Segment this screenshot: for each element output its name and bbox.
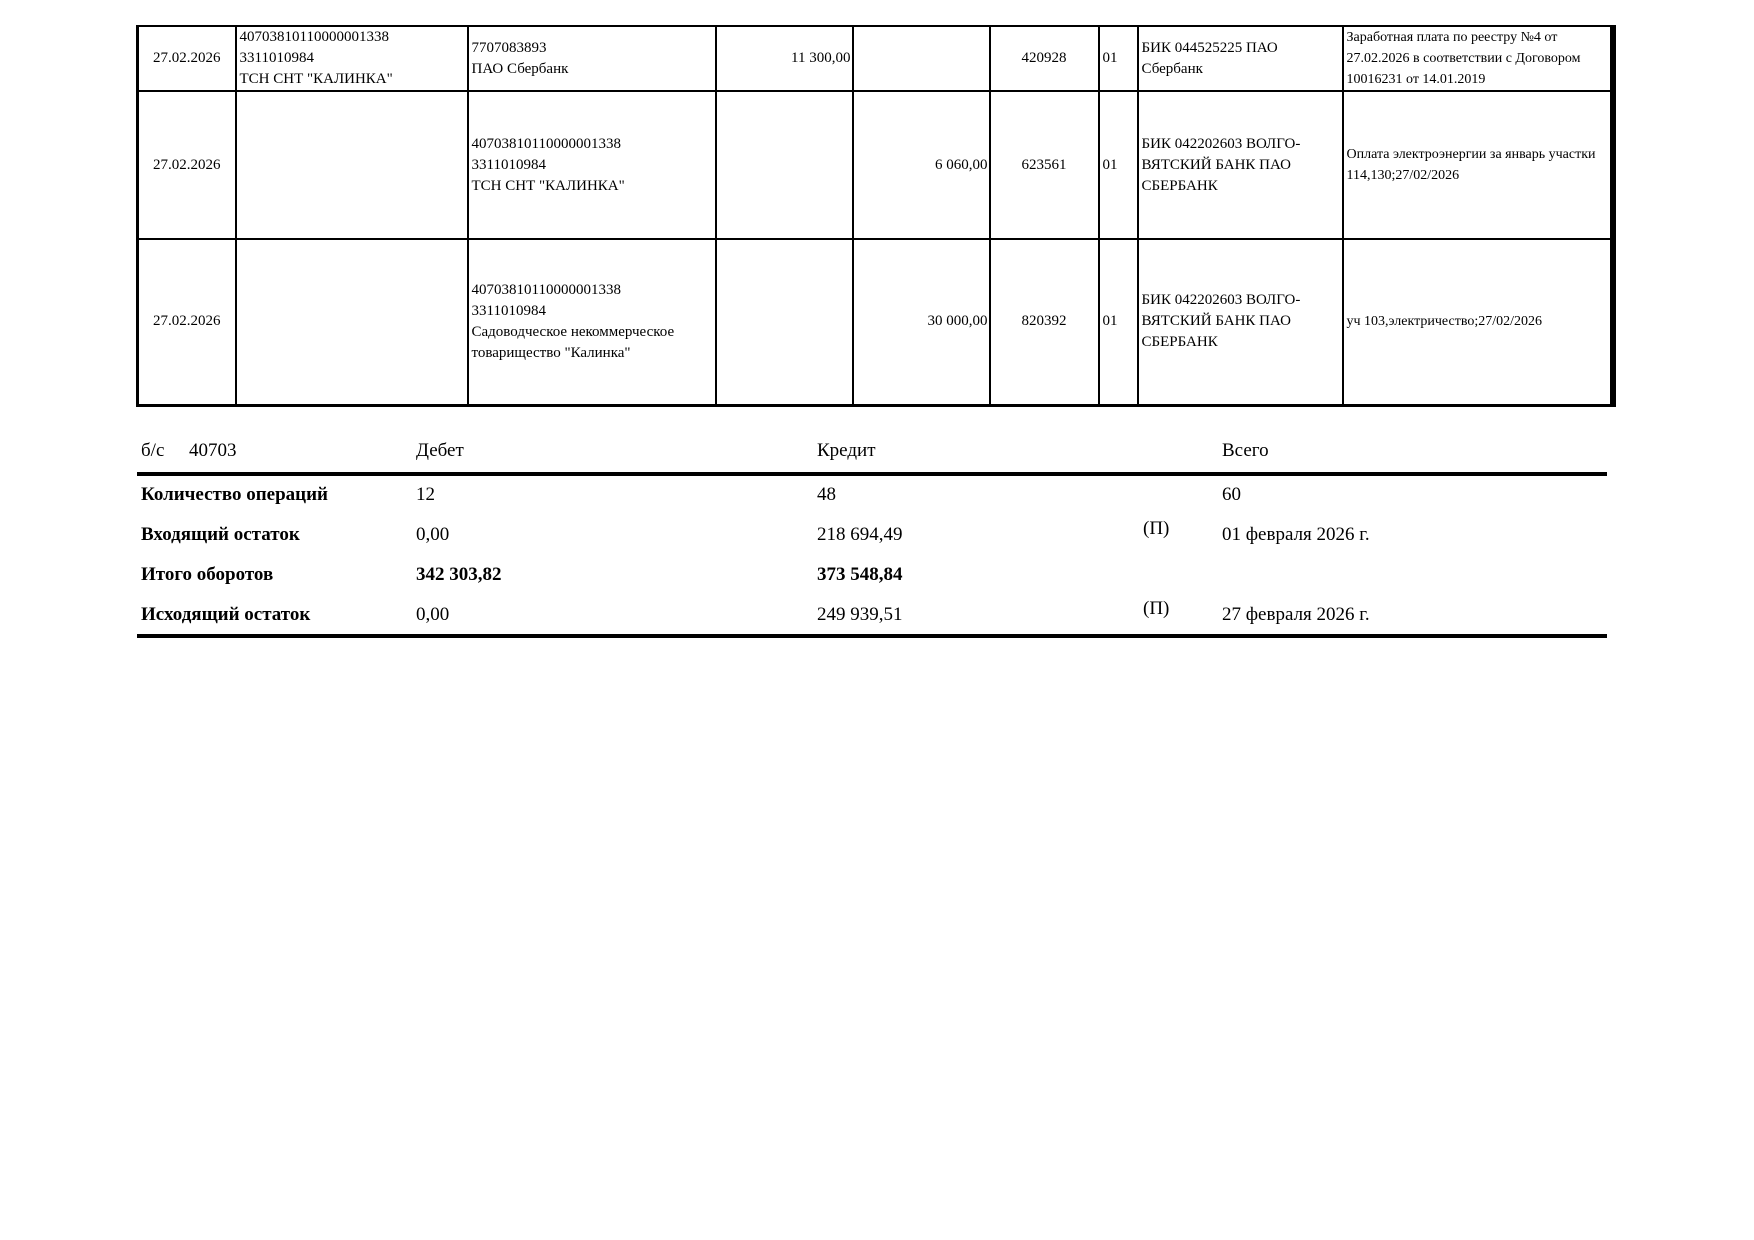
table-row (138, 239, 1613, 405)
closing-mark: (П) (1143, 598, 1170, 619)
closing-label: Исходящий остаток (141, 604, 311, 625)
row-bank: БИК 042202603 ВОЛГО-ВЯТСКИЙ БАНК ПАО СБЕРБАНК (1138, 91, 1343, 239)
payee-inn: 7707083893 (471, 39, 547, 56)
payee-inn: 3311010984 (471, 302, 546, 319)
row-bank: БИК 044525225 ПАО Сбербанк (1138, 26, 1343, 91)
row-payer (236, 26, 468, 91)
credit-header: Кредит (817, 440, 876, 461)
row-purpose: Оплата электроэнергии за январь участки 114,130;27/02/2026 (1343, 91, 1613, 239)
summary-row-operations (137, 476, 1607, 516)
row-op-code: 01 (1099, 91, 1138, 239)
row-bank: БИК 042202603 ВОЛГО-ВЯТСКИЙ БАНК ПАО СБЕРБАНК (1138, 239, 1343, 405)
row-date: 27.02.2026 (138, 26, 236, 91)
row-date: 27.02.2026 (138, 239, 236, 405)
summary-row-opening (137, 516, 1607, 556)
row-payee (468, 26, 716, 91)
payee-account: 40703810110000001338 (471, 281, 621, 298)
payee-name: ПАО Сбербанк (471, 60, 569, 77)
payee-name: ТСН СНТ "КАЛИНКА" (471, 177, 625, 194)
opening-date: 01 февраля 2026 г. (1222, 524, 1370, 545)
payee-name: Садоводческое некоммерческое (471, 323, 675, 340)
row-doc-number: 820392 (990, 239, 1099, 405)
turnover-debit: 342 303,82 (416, 564, 502, 585)
row-op-code: 01 (1099, 26, 1138, 91)
opening-mark: (П) (1143, 518, 1170, 539)
account-label: б/с (141, 440, 165, 461)
row-op-code: 01 (1099, 239, 1138, 405)
payee-name-cont: товарищество "Калинка" (471, 344, 631, 361)
operations-total: 60 (1222, 484, 1241, 505)
payee-inn: 3311010984 (471, 156, 546, 173)
account-number: 40703 (189, 440, 237, 461)
total-header: Всего (1222, 440, 1269, 461)
row-debit: 11 300,00 (716, 26, 853, 91)
row-doc-number: 623561 (990, 91, 1099, 239)
table-row (138, 91, 1613, 239)
operations-label: Количество операций (141, 484, 329, 505)
row-payer (236, 239, 468, 405)
turnover-label: Итого оборотов (141, 564, 274, 585)
row-credit (853, 26, 990, 91)
summary-row-closing (137, 596, 1607, 638)
operations-debit: 12 (416, 484, 435, 505)
row-credit: 6 060,00 (853, 91, 990, 239)
transactions-table (136, 25, 1616, 407)
row-doc-number: 420928 (990, 26, 1099, 91)
row-payee (468, 239, 716, 405)
row-debit (716, 91, 853, 239)
row-payee (468, 91, 716, 239)
row-date: 27.02.2026 (138, 91, 236, 239)
payer-name: ТСН СНТ "КАЛИНКА" (239, 71, 393, 87)
row-purpose: уч 103,электричество;27/02/2026 (1343, 239, 1613, 405)
turnover-credit: 373 548,84 (817, 564, 903, 585)
opening-label: Входящий остаток (141, 524, 300, 545)
payer-inn: 3311010984 (239, 50, 314, 66)
summary-row-turnover (137, 556, 1607, 596)
operations-credit: 48 (817, 484, 836, 505)
opening-credit: 218 694,49 (817, 524, 903, 545)
opening-debit: 0,00 (416, 524, 450, 545)
summary-header (137, 432, 1607, 476)
closing-credit: 249 939,51 (817, 604, 903, 625)
row-purpose: Заработная плата по реестру №4 от 27.02.2026 в соответствии с Договором 10016231 от 14.01.2019 (1343, 26, 1613, 91)
payee-account: 40703810110000001338 (471, 135, 621, 152)
row-credit: 30 000,00 (853, 239, 990, 405)
debit-header: Дебет (416, 440, 464, 461)
table-row (138, 26, 1613, 91)
payer-account: 40703810110000001338 (239, 29, 389, 45)
row-debit (716, 239, 853, 405)
closing-date: 27 февраля 2026 г. (1222, 604, 1370, 625)
account-summary (137, 432, 1607, 638)
row-payer (236, 91, 468, 239)
closing-debit: 0,00 (416, 604, 450, 625)
